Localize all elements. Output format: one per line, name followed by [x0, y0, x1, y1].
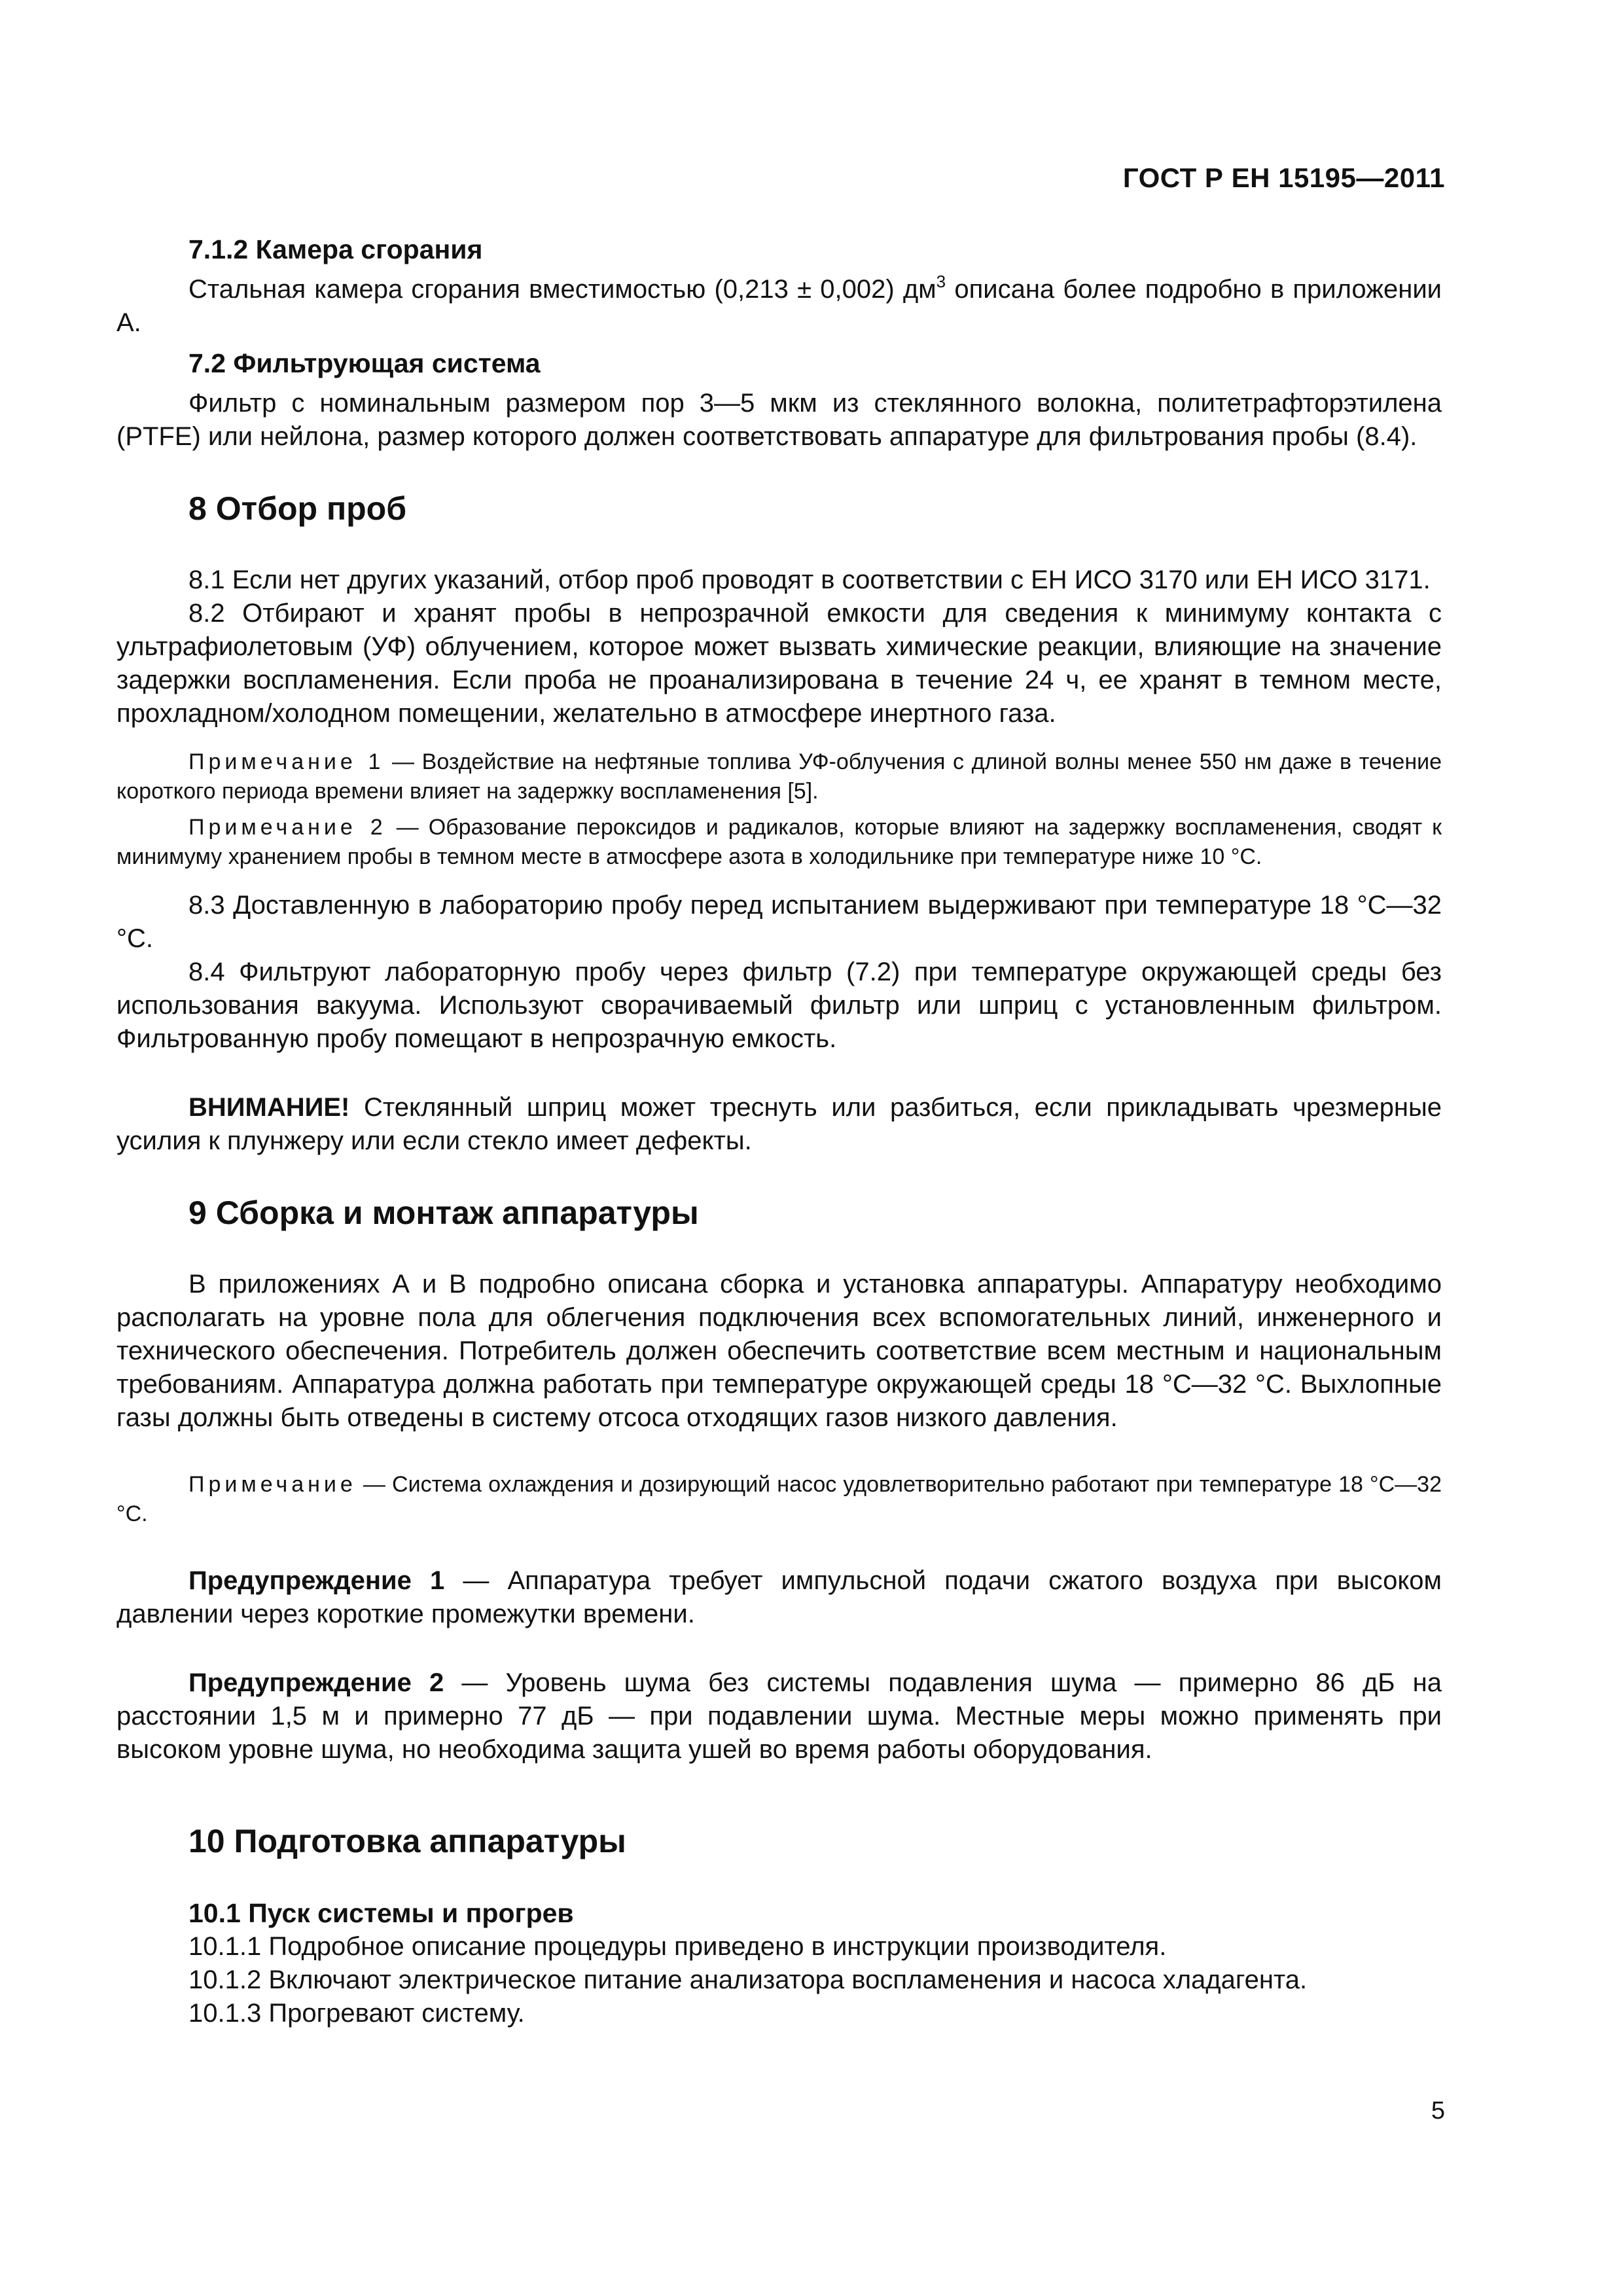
- note-1-text: — Воздействие на нефтяные топлива УФ-облучения с длиной волны менее 550 нм даже в течение короткого периода времени влияет на задержку воспламенения [5].: [116, 749, 1442, 804]
- note-2-label: Примечание 2: [188, 815, 387, 840]
- note-2-text: — Образование пероксидов и радикалов, которые влияют на задержку воспламенения, сводят к минимуму хранением пробы в темном месте в атмосфере азота в холодильнике при температуре ниже 10 °С.: [116, 815, 1442, 869]
- section-9-note: [116, 1470, 1442, 1529]
- warning-2-paragraph: [116, 1666, 1442, 1767]
- section-9-note-text: — Система охлаждения и дозирующий насос удовлетворительно работают при температуре 18 °С—32 °С.: [116, 1472, 1442, 1526]
- warning-label: ВНИМАНИЕ!: [188, 1093, 350, 1122]
- item-10-1-3: 10.1.3 Прогревают систему.: [188, 1999, 525, 2028]
- section-8-4-text: 8.4 Фильтруют лабораторную пробу через фильтр (7.2) при температуре окружающей среды без использования вакуума. Используют сворачиваемый фильтр или шприц с установленным фильтром. Фильтрованную пробу помещают в непрозрачную емкость.: [116, 958, 1442, 1053]
- note-1: [116, 747, 1442, 806]
- section-7-1-2-text-a: Стальная камера сгорания вместимостью (0,213 ± 0,002) дм: [188, 275, 936, 304]
- warning-1-paragraph: [116, 1564, 1442, 1631]
- item-10-1-2: 10.1.2 Включают электрическое питание анализатора воспламенения и насоса хладагента.: [188, 1965, 1308, 1994]
- section-9-heading: 9 Сборка и монтаж аппаратуры: [188, 1194, 699, 1231]
- section-7-1-2-heading: 7.1.2 Камера сгорания: [188, 234, 483, 264]
- document-code-header: ГОСТ Р ЕН 15195—2011: [1122, 162, 1445, 193]
- warning-2-text: — Уровень шума без системы подавления шума — примерно 86 дБ на расстоянии 1,5 м и примерно 77 дБ — при подавлении шума. Местные меры можно применять при высоком уровне шума, но необходима защита ушей во время работы оборудования.: [116, 1668, 1442, 1764]
- section-10-1-heading: 10.1 Пуск системы и прогрев: [188, 1898, 574, 1928]
- section-8-1-text: 8.1 Если нет других указаний, отбор проб проводят в соответствии с ЕН ИСО 3170 или ЕН ИСО 3171.: [188, 565, 1431, 594]
- page-number: 5: [1431, 2097, 1445, 2125]
- warning-1-text: — Аппаратура требует импульсной подачи сжатого воздуха при высоком давлении через короткие промежутки времени.: [116, 1566, 1442, 1628]
- section-7-1-2-text: [116, 273, 1442, 340]
- warning-paragraph: [116, 1091, 1442, 1158]
- cubic-superscript: 3: [936, 272, 946, 291]
- item-10-1-1: 10.1.1 Подробное описание процедуры приведено в инструкции производителя.: [188, 1932, 1167, 1961]
- section-7-2-heading: 7.2 Фильтрующая система: [188, 348, 541, 378]
- section-7-1-2-text-b: описана более подробно в приложении А.: [116, 275, 1442, 337]
- section-10-heading: 10 Подготовка аппаратуры: [188, 1823, 626, 1859]
- warning-2-label: Предупреждение 2: [188, 1668, 444, 1697]
- section-7-2-text: Фильтр с номинальным размером пор 3—5 мкм из стеклянного волокна, политетрафторэтилена (PTFE) или нейлона, размер которого должен соответствовать аппаратуре для фильтрования пробы (8.4).: [116, 389, 1442, 451]
- note-1-label: Примечание 1: [188, 749, 385, 774]
- note-2: [116, 813, 1442, 872]
- page-content: [116, 232, 1442, 2030]
- section-8-heading: 8 Отбор проб: [188, 490, 407, 527]
- warning-text: Стеклянный шприц может треснуть или разбиться, если прикладывать чрезмерные усилия к плунжеру или если стекло имеет дефекты.: [116, 1093, 1442, 1155]
- section-8-3-text: 8.3 Доставленную в лабораторию пробу перед испытанием выдерживают при температуре 18 °С—32 °С.: [116, 891, 1442, 953]
- section-9-note-label: Примечание: [188, 1472, 357, 1497]
- section-8-2-text: 8.2 Отбирают и хранят пробы в непрозрачной емкости для сведения к минимуму контакта с ультрафиолетовым (УФ) облучением, которое может вызвать химические реакции, влияющие на значение задержки воспламенения. Если проба не проанализирована в течение 24 ч, ее хранят в темном месте, прохладном/холодном помещении, желательно в атмосфере инертного газа.: [116, 599, 1442, 728]
- section-9-text: В приложениях А и В подробно описана сборка и установка аппаратуры. Аппаратуру необходимо располагать на уровне пола для облегчения подключения всех вспомогательных линий, инженерного и технического обеспечения. Потребитель должен обеспечить соответствие всем местным и национальным требованиям. Аппаратура должна работать при температуре окружающей среды 18 °С—32 °С. Выхлопные газы должны быть отведены в систему отсоса отходящих газов низкого давления.: [116, 1270, 1442, 1432]
- warning-1-label: Предупреждение 1: [188, 1566, 445, 1595]
